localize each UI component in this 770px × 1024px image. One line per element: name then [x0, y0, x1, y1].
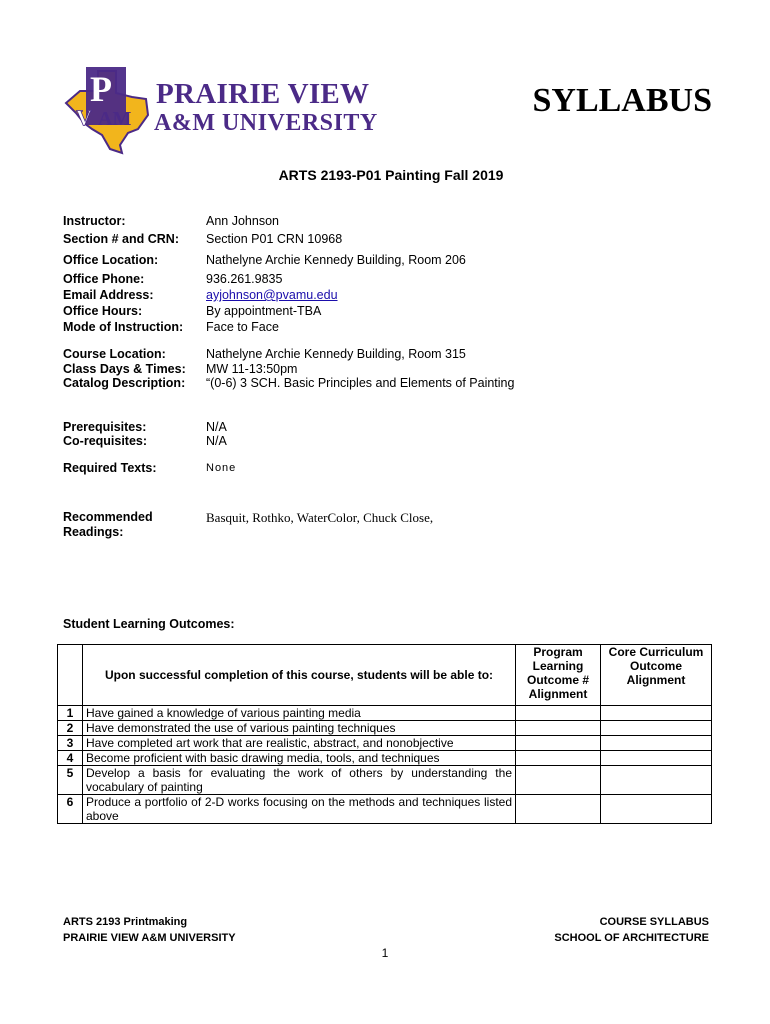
document-type: SYLLABUS [532, 82, 712, 119]
prereq-value: N/A [206, 420, 227, 434]
email-label: Email Address: [63, 288, 154, 302]
svg-text:AM: AM [98, 108, 132, 130]
footer-right [554, 914, 709, 946]
row-number: 1 [58, 706, 83, 721]
office-phone-label: Office Phone: [63, 272, 145, 286]
description-header: Upon successful completion of this course, students will be able to: [83, 645, 516, 706]
program-outcome-header: Program Learning Outcome # Alignment [516, 645, 601, 706]
row-description: Have gained a knowledge of various painting media [83, 706, 516, 721]
page-number: 1 [381, 946, 389, 960]
svg-text:V: V [76, 105, 92, 130]
row-description: Have completed art work that are realistic, abstract, and nonobjective [83, 736, 516, 751]
table-header-row [58, 645, 712, 706]
row-program-cell [516, 751, 601, 766]
row-program-cell [516, 721, 601, 736]
office-phone-value: 936.261.9835 [206, 272, 283, 286]
row-number: 3 [58, 736, 83, 751]
row-program-cell [516, 736, 601, 751]
row-number: 2 [58, 721, 83, 736]
catalog-label: Catalog Description: [63, 376, 186, 390]
footer-left [63, 914, 236, 946]
class-days-value: MW 11-13:50pm [206, 362, 298, 376]
course-location-value: Nathelyne Archie Kennedy Building, Room 315 [206, 347, 466, 361]
row-core-cell [601, 736, 712, 751]
recommended-value: Basquit, Rothko, WaterColor, Chuck Close, [206, 510, 434, 525]
row-core-cell [601, 706, 712, 721]
office-hours-label: Office Hours: [63, 304, 143, 318]
mode-value: Face to Face [206, 320, 279, 334]
svg-text:P: P [90, 69, 112, 109]
recommended-label: Recommended [63, 510, 153, 524]
instructor-value: Ann Johnson [206, 214, 279, 228]
instructor-label: Instructor: [63, 214, 126, 228]
mode-label: Mode of Instruction: [63, 320, 184, 334]
university-name-line2: A&M UNIVERSITY [154, 110, 378, 136]
coreq-label: Co-requisites: [63, 434, 148, 448]
footer-doc-type: COURSE SYLLABUS [599, 916, 709, 928]
outcomes-heading: Student Learning Outcomes: [63, 617, 235, 631]
section-label: Section # and CRN: [63, 232, 179, 246]
university-name-line1: PRAIRIE VIEW [156, 78, 370, 110]
required-texts-label: Required Texts: [63, 461, 157, 475]
row-description: Develop a basis for evaluating the work of others by understanding the vocabulary of painting [83, 766, 516, 795]
table-row [58, 751, 712, 766]
email-link[interactable]: ayjohnson@pvamu.edu [206, 288, 338, 302]
catalog-value: “(0-6) 3 SCH. Basic Principles and Elements of Painting [206, 376, 515, 390]
table-row [58, 706, 712, 721]
recommended-label-cont: Readings: [63, 525, 124, 539]
row-number: 5 [58, 766, 83, 795]
row-core-cell [601, 721, 712, 736]
class-days-label: Class Days & Times: [63, 362, 186, 376]
outcomes-table [57, 644, 712, 824]
table-row [58, 721, 712, 736]
required-texts-value: None [206, 462, 237, 474]
footer-university: PRAIRIE VIEW A&M UNIVERSITY [63, 932, 236, 944]
row-number: 6 [58, 795, 83, 824]
office-location-label: Office Location: [63, 253, 159, 267]
row-program-cell [516, 706, 601, 721]
row-description: Have demonstrated the use of various painting techniques [83, 721, 516, 736]
number-header-cell [58, 645, 83, 706]
row-description: Become proficient with basic drawing media, tools, and techniques [83, 751, 516, 766]
row-number: 4 [58, 751, 83, 766]
coreq-value: N/A [206, 434, 227, 448]
table-row [58, 736, 712, 751]
core-curriculum-header: Core Curriculum Outcome Alignment [601, 645, 712, 706]
office-hours-value: By appointment-TBA [206, 304, 322, 318]
office-location-value: Nathelyne Archie Kennedy Building, Room 206 [206, 253, 466, 267]
course-title: ARTS 2193-P01 Painting Fall 2019 [278, 167, 504, 183]
table-row [58, 766, 712, 795]
row-program-cell [516, 795, 601, 824]
row-core-cell [601, 766, 712, 795]
row-core-cell [601, 751, 712, 766]
section-value: Section P01 CRN 10968 [206, 232, 343, 246]
course-location-label: Course Location: [63, 347, 166, 361]
table-row [58, 795, 712, 824]
row-core-cell [601, 795, 712, 824]
footer-course: ARTS 2193 Printmaking [63, 916, 188, 928]
row-program-cell [516, 766, 601, 795]
prereq-label: Prerequisites: [63, 420, 147, 434]
row-description: Produce a portfolio of 2-D works focusing on the methods and techniques listed above [83, 795, 516, 824]
footer-school: SCHOOL OF ARCHITECTURE [554, 932, 709, 944]
